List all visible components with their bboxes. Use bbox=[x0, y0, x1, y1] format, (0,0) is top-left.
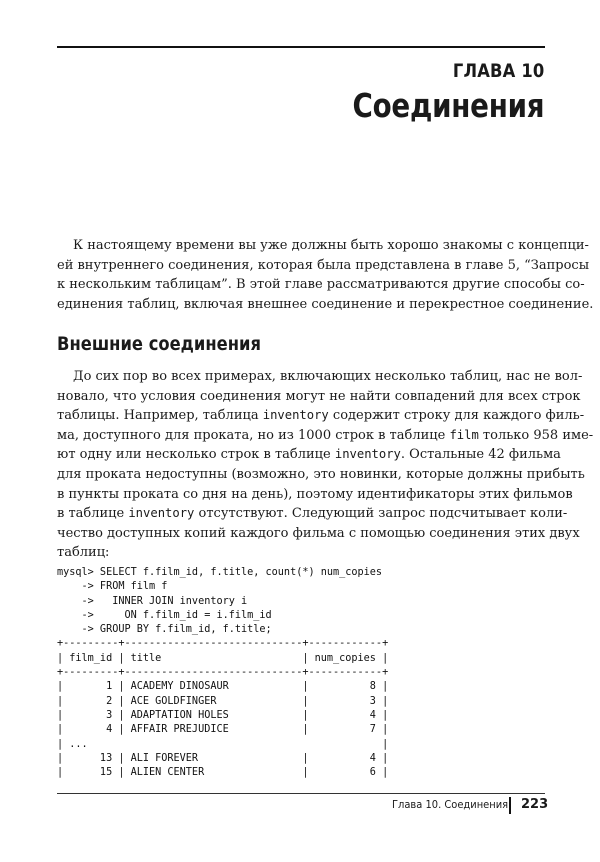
intro-paragraph bbox=[57, 236, 594, 314]
section-line: для проката недоступны (возможно, это новинки, которые должны прибыть bbox=[57, 466, 585, 482]
page-number: 223 bbox=[521, 797, 549, 812]
header-rule bbox=[57, 46, 545, 48]
section-paragraph bbox=[57, 367, 594, 563]
intro-line: к нескольким таблицам”. В этой главе рассматриваются другие способы со- bbox=[57, 277, 585, 293]
section-line: новало, что условия соединения могут не найти совпадений для всех строк bbox=[57, 388, 581, 404]
inline-code: inventory bbox=[334, 447, 401, 462]
intro-line: К настоящему времени вы уже должны быть хорошо знакомы с концепци- bbox=[73, 238, 589, 253]
inline-code: film bbox=[449, 427, 479, 442]
section-line: таблиц: bbox=[57, 545, 110, 561]
section-line: в пункты проката со дня на день), поэтому идентификаторы этих фильмов bbox=[57, 486, 573, 502]
section-line: таблицы. Например, таблица inventory содержит строку для каждого филь- bbox=[57, 408, 585, 424]
section-heading: Внешние соединения bbox=[57, 333, 261, 355]
footer-rule bbox=[57, 793, 545, 794]
sql-code-block: mysql> SELECT f.film_id, f.title, count(*) num_copies -> FROM film f -> INNER JOIN inventory i -> ON f.film_id = i.film_id -> GROUP BY f.film_id, f.title; +---------+-----------------------------+------------+ | film_id | title | num_copies | +---------+-----------------------------+------------+ | 1 | ACADEMY DINOSAUR | 8 | | 2 | ACE GOLDFINGER | 3 | | 3 | ADAPTATION HOLES | 4 | | 4 | AFFAIR PREJUDICE | 7 | | ... | | 13 | ALI FOREVER | 4 | | 15 | ALIEN CENTER | 6 | bbox=[57, 567, 389, 779]
section-line: чество доступных копий каждого фильма с помощью соединения этих двух bbox=[57, 525, 580, 541]
intro-line: ей внутреннего соединения, которая была представлена в главе 5, “Запросы bbox=[57, 257, 590, 273]
section-line: ют одну или несколько строк в таблице inventory. Остальные 42 фильма bbox=[57, 447, 561, 463]
section-line: До сих пор во всех примерах, включающих несколько таблиц, нас не вол- bbox=[73, 369, 583, 384]
intro-line: единения таблиц, включая внешнее соединение и перекрестное соединение. bbox=[57, 296, 594, 312]
footer-separator bbox=[509, 797, 511, 814]
chapter-title: Соединения bbox=[352, 86, 544, 125]
inline-code: inventory bbox=[128, 506, 195, 521]
inline-code: inventory bbox=[262, 408, 329, 423]
chapter-label: ГЛАВА 10 bbox=[452, 60, 544, 82]
section-line: в таблице inventory отсутствуют. Следующий запрос подсчитывает коли- bbox=[57, 506, 568, 522]
footer-chapter-label: Глава 10. Соединения bbox=[392, 798, 509, 811]
section-line: ма, доступного для проката, но из 1000 строк в таблице film только 958 име- bbox=[57, 427, 594, 443]
